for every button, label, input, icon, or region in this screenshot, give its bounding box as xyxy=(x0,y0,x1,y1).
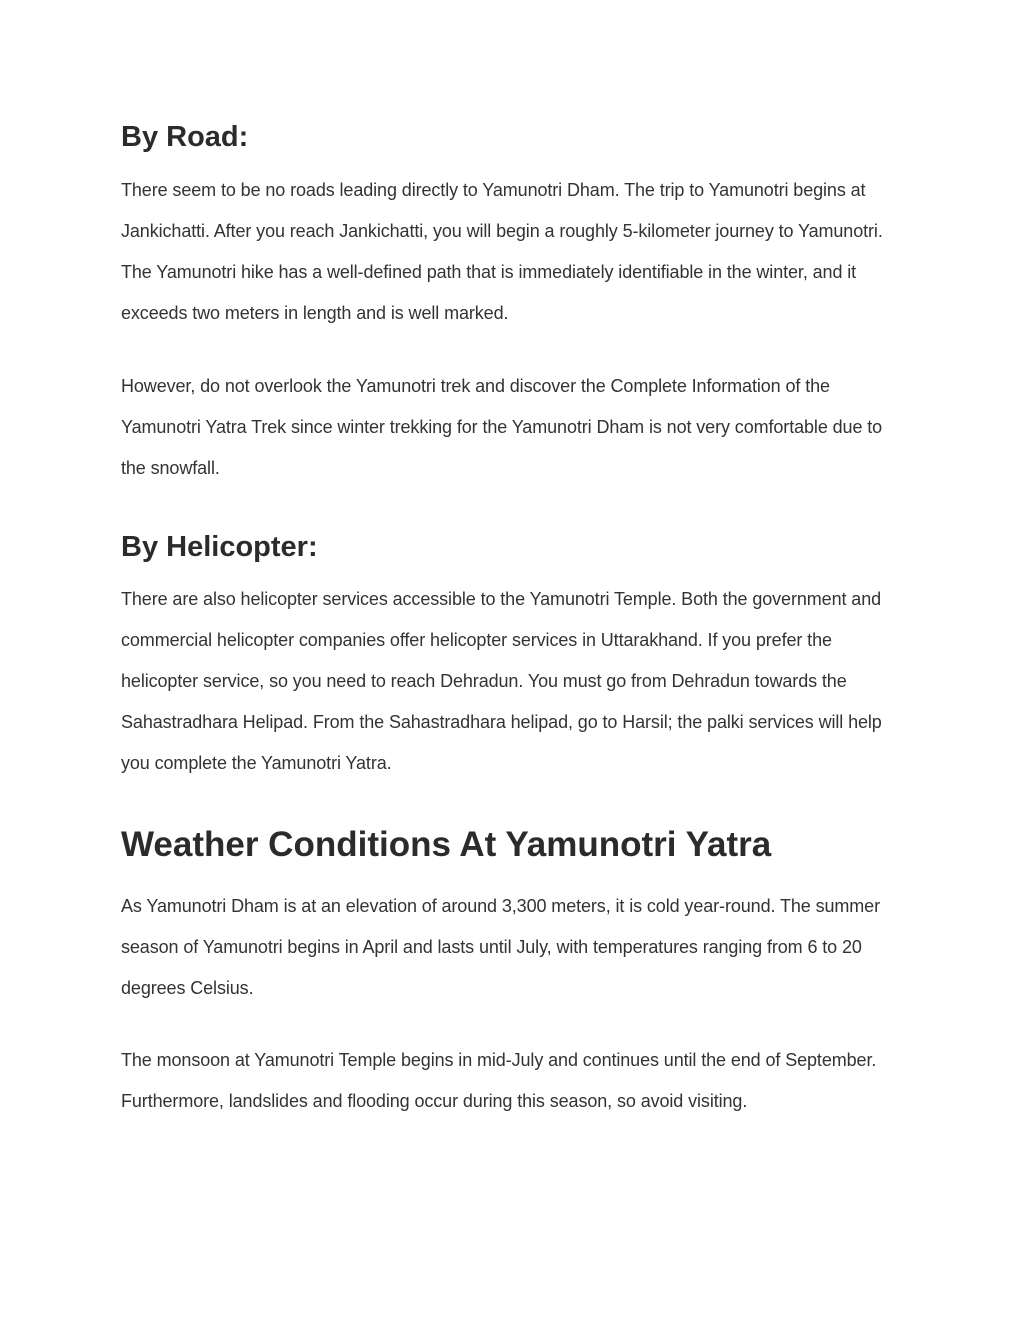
heading-weather-conditions: Weather Conditions At Yamunotri Yatra xyxy=(121,825,772,864)
paragraph-by-helicopter-1: There are also helicopter services accessible to the Yamunotri Temple. Both the government and commercial helicopter companies offer helicopter services in Uttarakhand. If you prefer the helicopter service, so you need to reach Dehradun. You must go from Dehradun towards the Sahastradhara Helipad. From the Sahastradhara helipad, go to Harsil; the palki services will help you complete the Yamunotri Yatra. xyxy=(121,589,882,773)
paragraph-weather-1: As Yamunotri Dham is at an elevation of around 3,300 meters, it is cold year-round. The summer season of Yamunotri begins in April and lasts until July, with temperatures ranging from 6 to 20 degrees Celsius. xyxy=(121,896,880,998)
heading-by-helicopter: By Helicopter: xyxy=(121,531,318,563)
paragraph-weather-2: The monsoon at Yamunotri Temple begins in mid-July and continues until the end of September. Furthermore, landslides and flooding occur during this season, so avoid visiting. xyxy=(121,1050,877,1111)
heading-by-road: By Road: xyxy=(121,121,249,153)
paragraph-by-road-1: There seem to be no roads leading directly to Yamunotri Dham. The trip to Yamunotri begins at Jankichatti. After you reach Jankichatti, you will begin a roughly 5-kilometer journey to Yamunotri. The Yamunotri hike has a well-defined path that is immediately identifiable in the winter, and it exceeds two meters in length and is well marked. xyxy=(121,180,883,323)
paragraph-by-road-2: However, do not overlook the Yamunotri trek and discover the Complete Information of the Yamunotri Yatra Trek since winter trekking for the Yamunotri Dham is not very comfortable due to the snowfall. xyxy=(121,376,883,478)
